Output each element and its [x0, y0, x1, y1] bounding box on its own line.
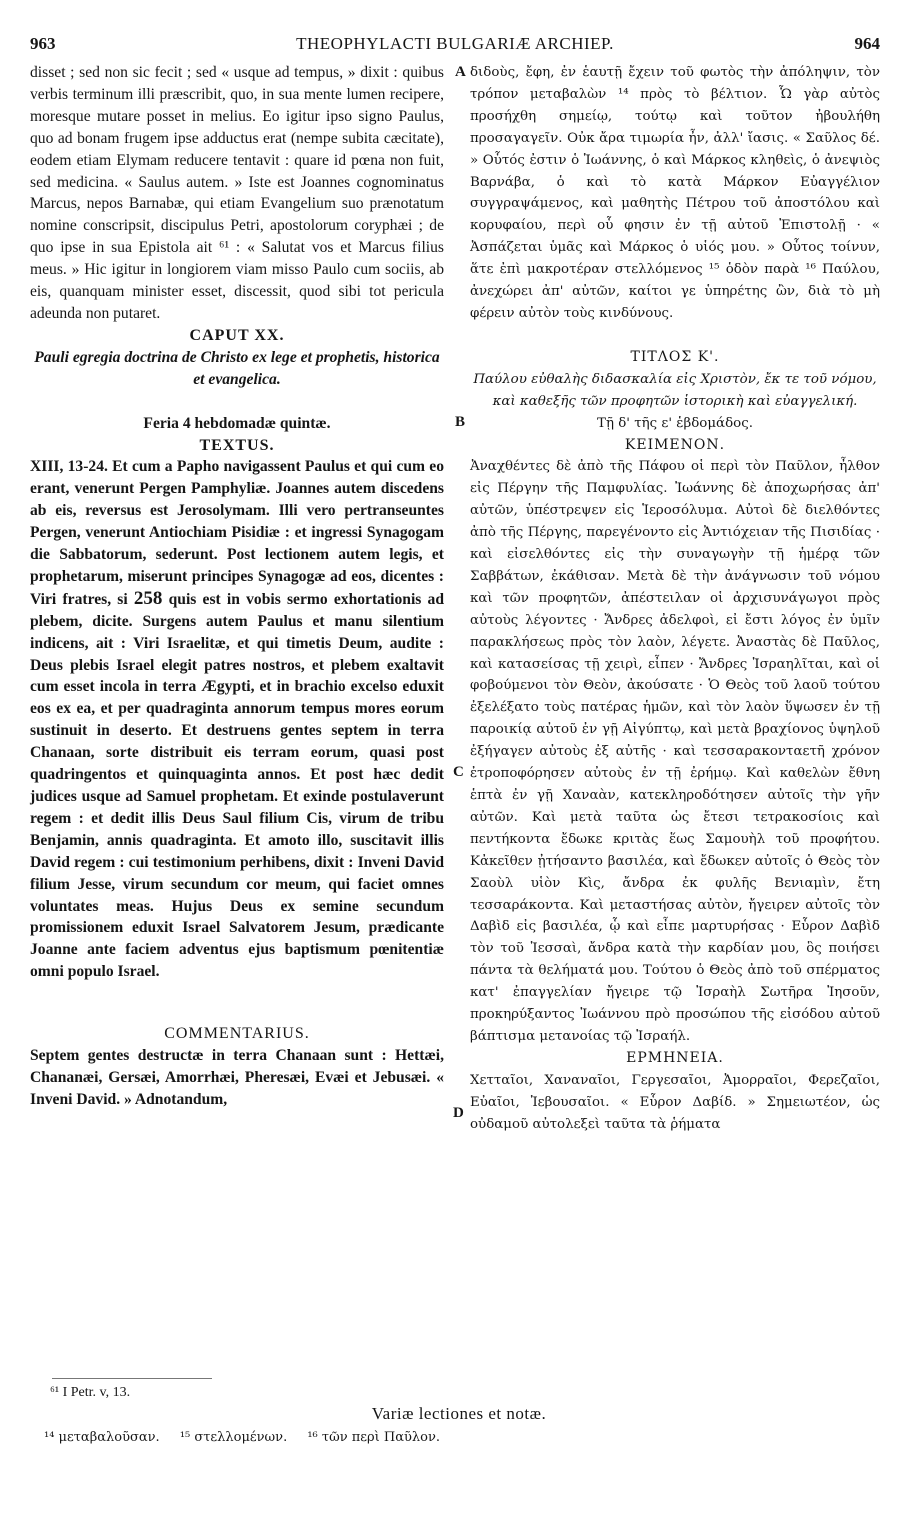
textus-heading: TEXTUS.: [199, 436, 275, 454]
varia-title: Variæ lectiones et notæ.: [371, 1404, 547, 1423]
running-header: [30, 34, 880, 58]
latin-column: [30, 62, 444, 1111]
hemera-line: Τῇ δ' τῆς ε' ἑβδομάδος.: [597, 415, 753, 431]
page-number-left: 963: [30, 34, 56, 53]
varia-list: [44, 1430, 456, 1445]
latin-paragraph: disset ; sed non sic fecit ; sed « usque ad tempus, » dixit : quibus verbis terminum illi præscribit, quo, in sua mente lumen recipere, moresque mutare posset in melius. Eo igitur ipso signo Paulus, quo ad bonam frugem ipse adductus erat (nempe subita cæcitate), eodem etiam Elymam reducere tentavit : quare id pœna non fuit, sed medicina. « Saulus autem. » Iste est Joannes cognominatus Marcus, nepos Barnabæ, qui etiam Evangelium suo prænotatum nomine conscripsit, discipulus Petri, apostolorum coryphæi ; de quo ipse in sua Epistola ait ⁶¹ : « Salutat vos et Marcus filius meus. » Hic igitur in longiorem viam misso Paulo cum sociis, ab eis, quanquam minister esset, discessit, quod sibi tot pericula adeunda non putaret.: [30, 64, 444, 322]
titlos-heading: ΤΙΤΛΟΣ Κ'.: [630, 348, 720, 365]
margin-marker-a: A: [455, 64, 466, 80]
page-number-right: 964: [854, 34, 880, 53]
margin-marker-c: C: [453, 764, 464, 780]
varia-note: ¹⁵ στελλομένων.: [179, 1430, 288, 1445]
footnote-rule: [52, 1378, 212, 1379]
latin-text-part-a: XIII, 13-24. Et cum a Papho navigassent Paulus et qui cum eo erant, venerunt Pergen Pamphyliæ. Joannes autem discedens ab eis, reversus est Jerosolymam. Illi vero pertranseuntes Pergen, venerunt Antiochiam Pisidiæ : et ingressi Synagogam die Sabbatorum, sederunt. Post lectionem autem legis, et prophetarum, miserunt principes Synagogæ ad eos, dicentes : Viri fratres, si: [30, 458, 444, 608]
varia-note: ¹⁴ μεταβαλοῦσαν.: [44, 1430, 160, 1445]
footnote: ⁶¹ I Petr. v, 13.: [50, 1385, 131, 1400]
greek-column: [470, 62, 880, 1136]
latin-comment: Septem gentes destructæ in terra Chanaan sunt : Hettæi, Chananæi, Gersæi, Amorrhæi, Pheresæi, Evæi et Jebusæi. « Inveni David. » Adnotandum,: [30, 1047, 444, 1108]
greek-comment: Χετταῖοι, Χαναναῖοι, Γεργεσαῖοι, Ἀμορραῖοι, Φερεζαῖοι, Εὐαῖοι, Ἰεβουσαῖοι. « Εὗρον Δαβίδ. » Σημειωτέον, ὡς οὐδαμοῦ αὐτολεξεὶ ταῦτα τὰ ῥήματα: [470, 1072, 880, 1132]
caput-heading: CAPUT XX.: [189, 326, 285, 344]
feria-line: Feria 4 hebdomadæ quintæ.: [143, 414, 331, 432]
column-number: 258: [133, 587, 163, 609]
margin-marker-b: B: [455, 414, 466, 430]
titlos-subtitle: Παύλου εὐθαλὴς διδασκαλία εἰς Χριστὸν, ἔκ τε τοῦ νόμου, καὶ καθεξῆς τῶν προφητῶν ἱστορικὴ καὶ εὐαγγελική.: [473, 371, 877, 409]
keimenon-heading: ΚΕΙΜΕΝΟΝ.: [624, 436, 726, 453]
commentarius-heading: COMMENTARIUS.: [164, 1025, 310, 1043]
margin-marker-d: D: [453, 1105, 464, 1121]
greek-paragraph: διδοὺς, ἔφη, ἐν ἑαυτῇ ἔχειν τοῦ φωτὸς τὴν ἀπόληψιν, τὸν τρόπον μεταβαλὼν ¹⁴ πρὸς τὸ βέλτιον. Ὧ γὰρ αὐτὸς προσήχθη σημείῳ, τούτῳ καὶ τοῦτον ἠβουλήθη προσαγαγεῖν. Οὐκ ἄρα τιμωρία ἦν, ἀλλ' ἴασις. « Σαῦλος δέ. » Οὗτός ἐστιν ὁ Ἰωάννης, ὁ καὶ Μάρκος κληθεὶς, ὁ ἀνεψιὸς Βαρνάβα, ὁ καὶ τὸ κατὰ Μάρκον Εὐαγγέλιον συγγραψάμενος, καὶ μαθητὴς Πέτρου τοῦ ἀποστόλου καὶ κορυφαίου, περὶ οὗ φησιν ἐν τῇ αὐτοῦ Ἐπιστολῇ · « Ἀσπάζεται ὑμᾶς καὶ Μάρκος ὁ υἱός μου. » Οὗτος τοίνυν, ἅτε ἐπὶ μακροτέραν στελλόμενος ¹⁵ ὁδὸν παρὰ ¹⁶ Παύλου, ἀνεχώρει ἀπ' αὐτῶν, καίτοι γε ὑπηρέτης ὢν, διὰ τὸ μὴ φέρειν αὐτὸν τοὺς κινδύνους.: [470, 65, 880, 321]
hermeneia-heading: ΕΡΜΗΝΕΙΑ.: [626, 1049, 724, 1066]
latin-text-part-b: quis est in vobis sermo exhortationis ad plebem, dicite. Surgens autem Paulus et manu silentium indicens, ait : Viri Israelitæ, et qui timetis Deum, audite : Deus plebis Israel elegit patres nostros, et plebem exaltavit cum esset incola in terra Ægypti, et in brachio excelso eduxit eos ex ea, et per quadraginta annorum tempus mores eorum sustinuit in deserto. Et destruens gentes septem in terra Chanaan, sorte distribuit eis terram eorum, quasi post quadringentos et quinquaginta annos. Et post hæc dedit judices usque ad Samuel prophetam. Et exinde postulaverunt regem : et dedit illis Deus Saul filium Cis, virum de tribu Benjamin, annis quadraginta. Et amoto illo, suscitavit illis David regem : cui testimonium perhibens, dixit : Inveni David filium Jesse, virum secundum cor meum, qui faciet omnes voluntates meas. Hujus Deus ex semine secundum promissionem eduxit Israel Salvatorem Jesum, prædicante Joanne ante faciem adventus ejus baptismum pœnitentiæ omni populo Israel.: [30, 590, 444, 981]
latin-text: [30, 456, 444, 983]
running-title: THEOPHYLACTI BULGARIÆ ARCHIEP.: [296, 34, 614, 53]
greek-text: Ἀναχθέντες δὲ ἀπὸ τῆς Πάφου οἱ περὶ τὸν Παῦλον, ἦλθον εἰς Πέργην τῆς Παμφυλίας. Ἰωάννης δὲ ἀποχωρήσας ἀπ' αὐτῶν, ὑπέστρεψεν εἰς Ἱεροσόλυμα. Αὐτοὶ δὲ διελθόντες ἀπὸ τῆς Πέργης, παρεγένοντο εἰς Ἀντιόχειαν τῆς Πισιδίας · καὶ εἰσελθόντες εἰς τὴν συναγωγὴν τῇ ἡμέρᾳ τῶν Σαββάτων, ἐκάθισαν. Μετὰ δὲ τὴν ἀνάγνωσιν τοῦ νόμου καὶ τῶν προφητῶν, ἀπέστειλαν οἱ ἀρχισυνάγωγοι πρὸς αὐτοὺς λέγοντες · Ἄνδρες ἀδελφοὶ, εἰ ἔστι λόγος ἐν ὑμῖν παρακλήσεως πρὸς τὸν λαὸν, λέγετε. Ἀναστὰς δὲ Παῦλος, καὶ κατασείσας τῇ χειρὶ, εἶπεν · Ἄνδρες Ἰσραηλῖται, καὶ οἱ φοβούμενοι τὸν Θεὸν, ἀκούσατε · Ὁ Θεὸς τοῦ λαοῦ τούτου ἐξελέξατο τοὺς πατέρας ἡμῶν, καὶ τὸν λαὸν ὕψωσεν ἐν τῇ παροικίᾳ αὐτοῦ ἐν γῇ Αἰγύπτῳ, καὶ μετὰ βραχίονος ὑψηλοῦ ἐξήγαγεν αὐτοὺς ἐξ αὐτῆς · καὶ τεσσαρακονταετῆ χρόνον ἐτροποφόρησεν αὐτοὺς ἐν τῇ ἐρήμῳ. Καὶ καθελὼν ἔθνη ἑπτὰ ἐν γῇ Χαναὰν, κατεκληροδότησεν αὐτοῖς τὴν γῆν αὐτῶν. Καὶ μετὰ ταῦτα ὡς ἔτεσι τετρακοσίοις καὶ πεντήκοντα ἔδωκε κριτὰς ἕως Σαμουὴλ τοῦ προφήτου. Κἀκεῖθεν ᾐτήσαντο βασιλέα, καὶ ἔδωκεν αὐτοῖς ὁ Θεὸς τὸν Σαοὺλ υἱὸν Κὶς, ἄνδρα ἐκ φυλῆς Βενιαμὶν, ἔτη τεσσαράκοντα. Καὶ μεταστήσας αὐτὸν, ἤγειρεν αὐτοῖς τὸν Δαβὶδ εἰς βασιλέα, ᾧ καὶ εἶπε μαρτυρήσας · Εὗρον Δαβὶδ τὸν τοῦ Ἰεσσαὶ, ἄνδρα κατὰ τὴν καρδίαν μου, ὃς ποιήσει πάντα τὰ θελήματά μου. Τούτου ὁ Θεὸς ἀπὸ τοῦ σπέρματος κατ' ἐπαγγελίαν ἤγειρε τῷ Ἰσραὴλ Σωτῆρα Ἰησοῦν, προκηρύξαντος Ἰωάννου πρὸ προσώπου τῆς εἰσόδου αὐτοῦ βάπτισμα μετανοίας τῷ Ἰσραήλ.: [470, 459, 880, 1044]
varia-note: ¹⁶ τῶν περὶ Παῦλον.: [307, 1430, 440, 1445]
caput-subtitle: Pauli egregia doctrina de Christo ex lege et prophetis, historica et evangelica.: [34, 348, 440, 388]
